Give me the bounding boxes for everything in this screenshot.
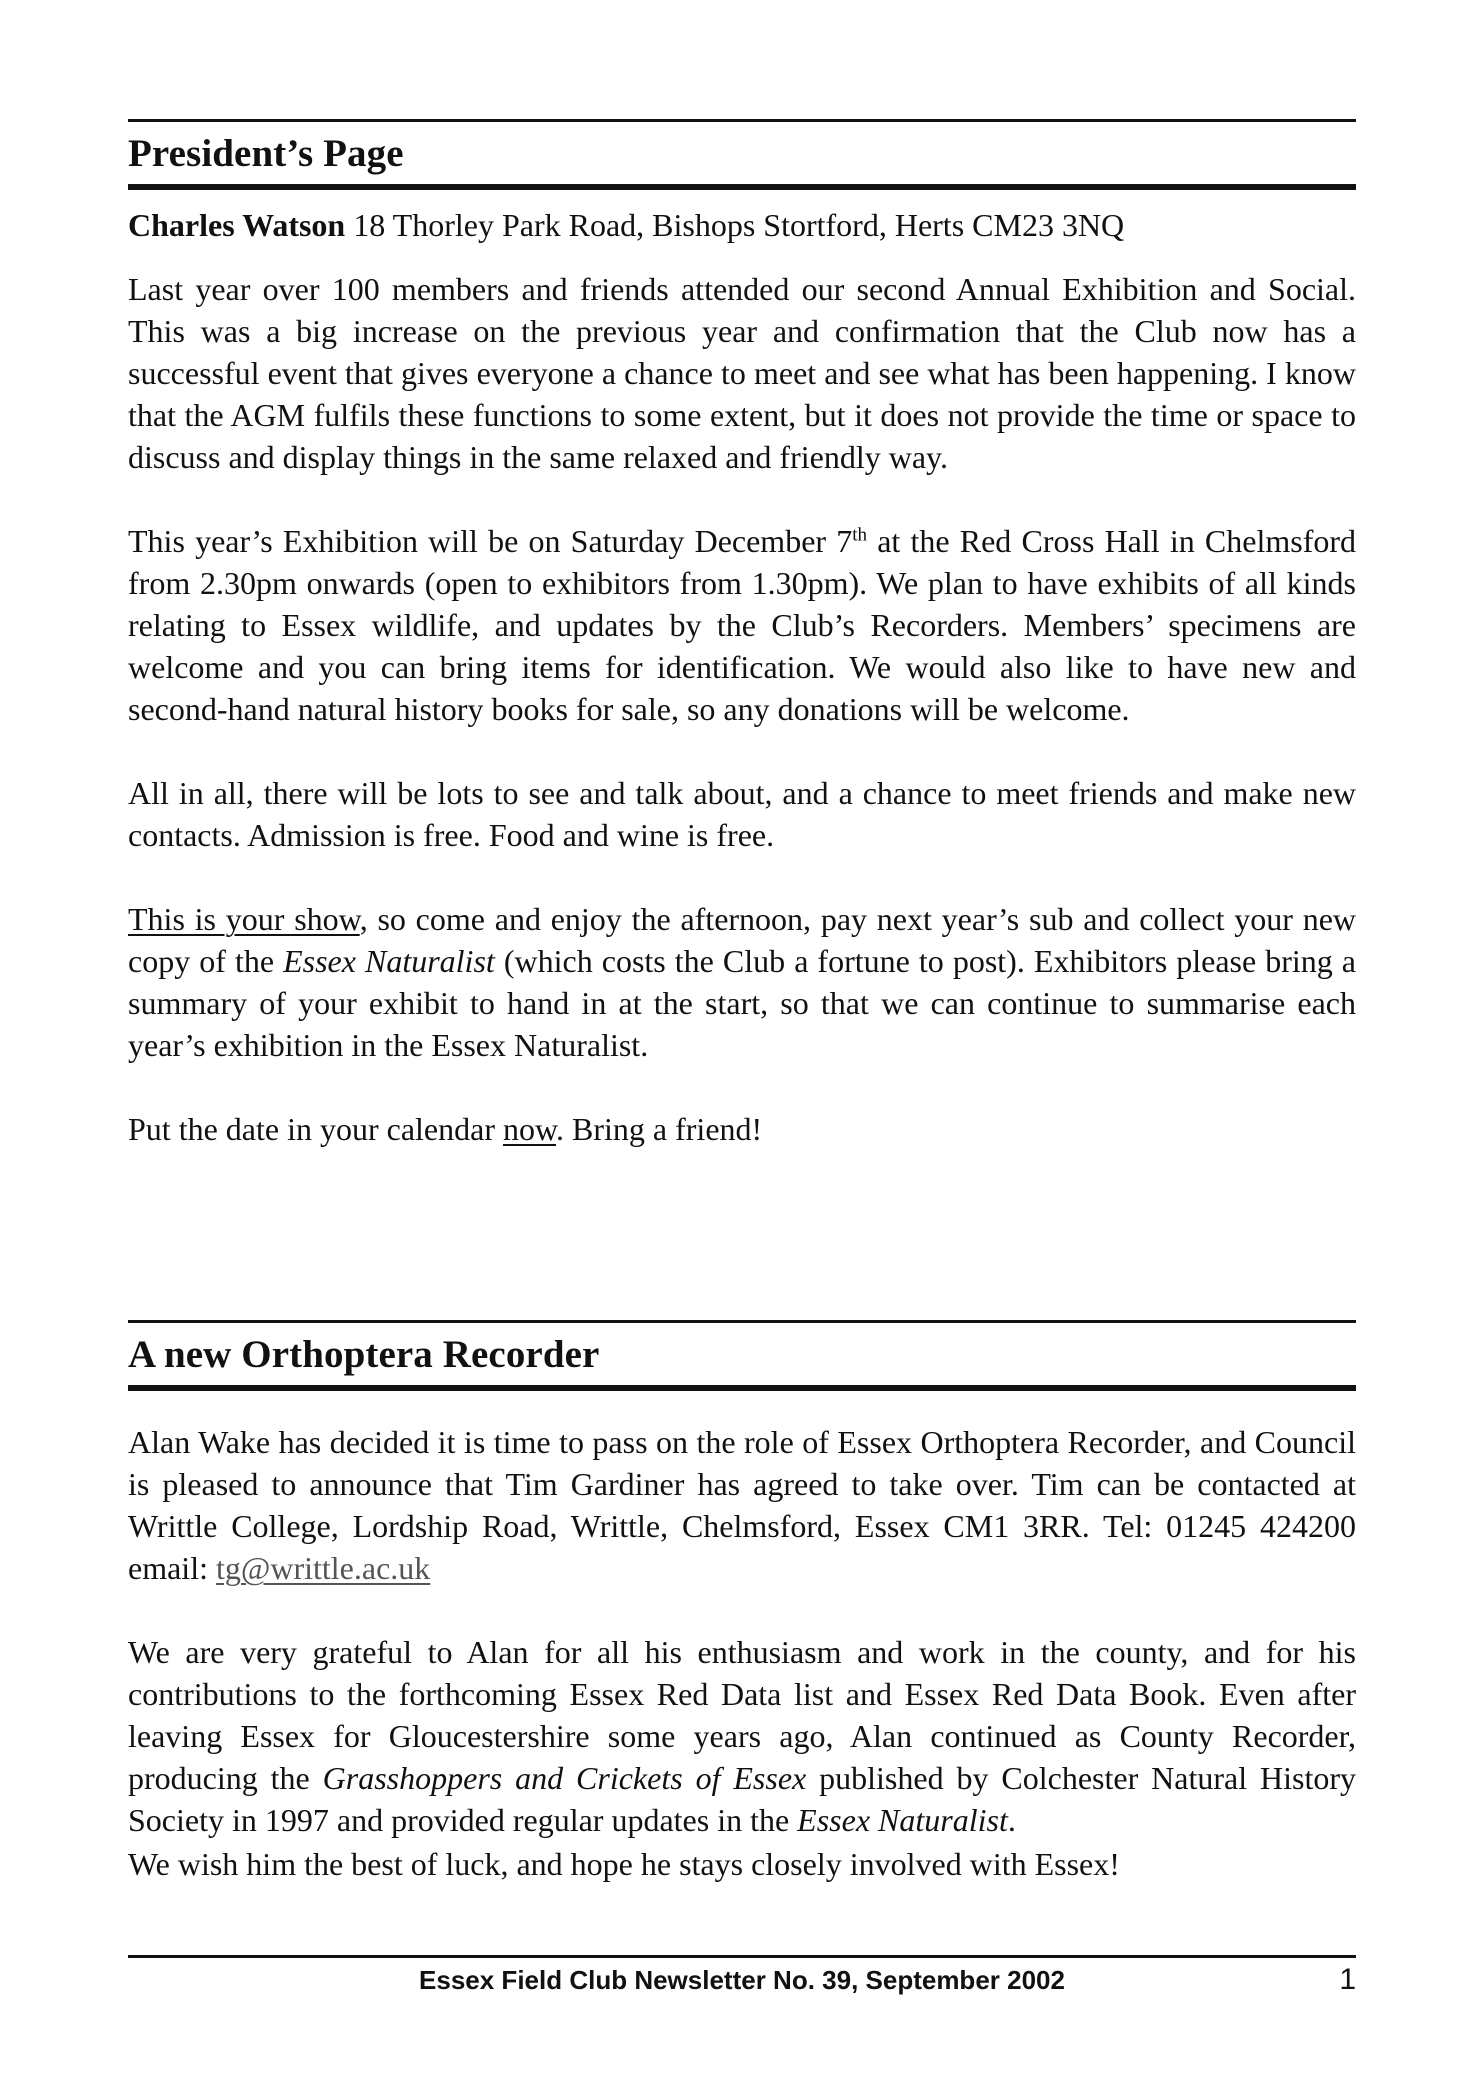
paragraph: We wish him the best of luck, and hope he stays closely involved with Essex!: [128, 1846, 1120, 1882]
section-orthoptera-recorder: [128, 1320, 1356, 1885]
section-top-rule: [128, 1320, 1356, 1323]
section-title: A new Orthoptera Recorder: [128, 1333, 600, 1376]
paragraph: All in all, there will be lots to see and talk about, and a chance to meet friends and make new contacts. Admission is free. Food and wine is free.: [128, 775, 1356, 853]
page-footer: [128, 1955, 1356, 2002]
ordinal-suffix: th: [852, 524, 868, 546]
section-title-rule: [128, 184, 1356, 190]
newsletter-title: Essex Field Club Newsletter No. 39, September 2002: [419, 1965, 1065, 1995]
paragraph: This year’s Exhibition will be on Saturday December 7th at the Red Cross Hall in Chelmsford from 2.30pm onwards (open to exhibitors from 1.30pm). We plan to have exhibits of all kinds relating to Essex wildlife, and updates by the Club’s Recorders. Members’ specimens are welcome and you can bring items for identification. We would also like to have new and second-hand natural history books for sale, so any donations will be welcome.: [128, 523, 1357, 727]
emphasis-underline: This is your show: [128, 901, 360, 937]
paragraph: Put the date in your calendar now. Bring a friend!: [128, 1111, 763, 1147]
author-address: 18 Thorley Park Road, Bishops Stortford, Herts CM23 3NQ: [345, 207, 1125, 243]
page-number: 1: [1339, 1963, 1356, 1996]
paragraph: Alan Wake has decided it is time to pass on the role of Essex Orthoptera Recorder, and Council is pleased to announce that Tim Gardiner has agreed to take over. Tim can be contacted at Writtle College, Lordship Road, Writtle, Chelmsford, Essex CM1 3RR. Tel: 01245 424200 email: tg@writtle.ac.uk: [128, 1424, 1356, 1586]
paragraph: We are very grateful to Alan for all his enthusiasm and work in the county, and for his contributions to the forthcoming Essex Red Data list and Essex Red Data Book. Even after leaving Essex for Gloucestershire some years ago, Alan continued as County Recorder, producing the Grasshoppers and Crickets of Essex published by Colchester Natural History Society in 1997 and provided regular updates in the Essex Naturalist.: [128, 1634, 1357, 1838]
publication-title: Grasshoppers and Crickets of Essex: [322, 1760, 807, 1796]
section-title: President’s Page: [128, 132, 404, 175]
author-name: Charles Watson: [128, 207, 346, 243]
author-line: [128, 204, 1356, 246]
paragraph: This is your show, so come and enjoy the afternoon, pay next year’s sub and collect your new copy of the Essex Naturalist (which costs the Club a fortune to post). Exhibitors please bring a summary of your exhibit to hand in at the start, so that we can continue to summarise each year’s exhibition in the Essex Naturalist.: [128, 901, 1357, 1063]
emphasis-underline: now: [502, 1111, 557, 1147]
section-presidents-page: [128, 119, 1356, 1150]
section-top-rule: [128, 119, 1356, 122]
paragraph: Last year over 100 members and friends attended our second Annual Exhibition and Social. This was a big increase on the previous year and confirmation that the Club now has a successful event that gives everyone a chance to meet and see what has been happening. I know that the AGM fulfils these functions to some extent, but it does not provide the time or space to discuss and display things in the same relaxed and friendly way.: [128, 271, 1356, 475]
publication-title: Essex Naturalist: [283, 943, 495, 979]
section-title-rule: [128, 1385, 1356, 1391]
publication-title: Essex Naturalist: [797, 1802, 1008, 1838]
email-link[interactable]: tg@writtle.ac.uk: [215, 1550, 431, 1586]
